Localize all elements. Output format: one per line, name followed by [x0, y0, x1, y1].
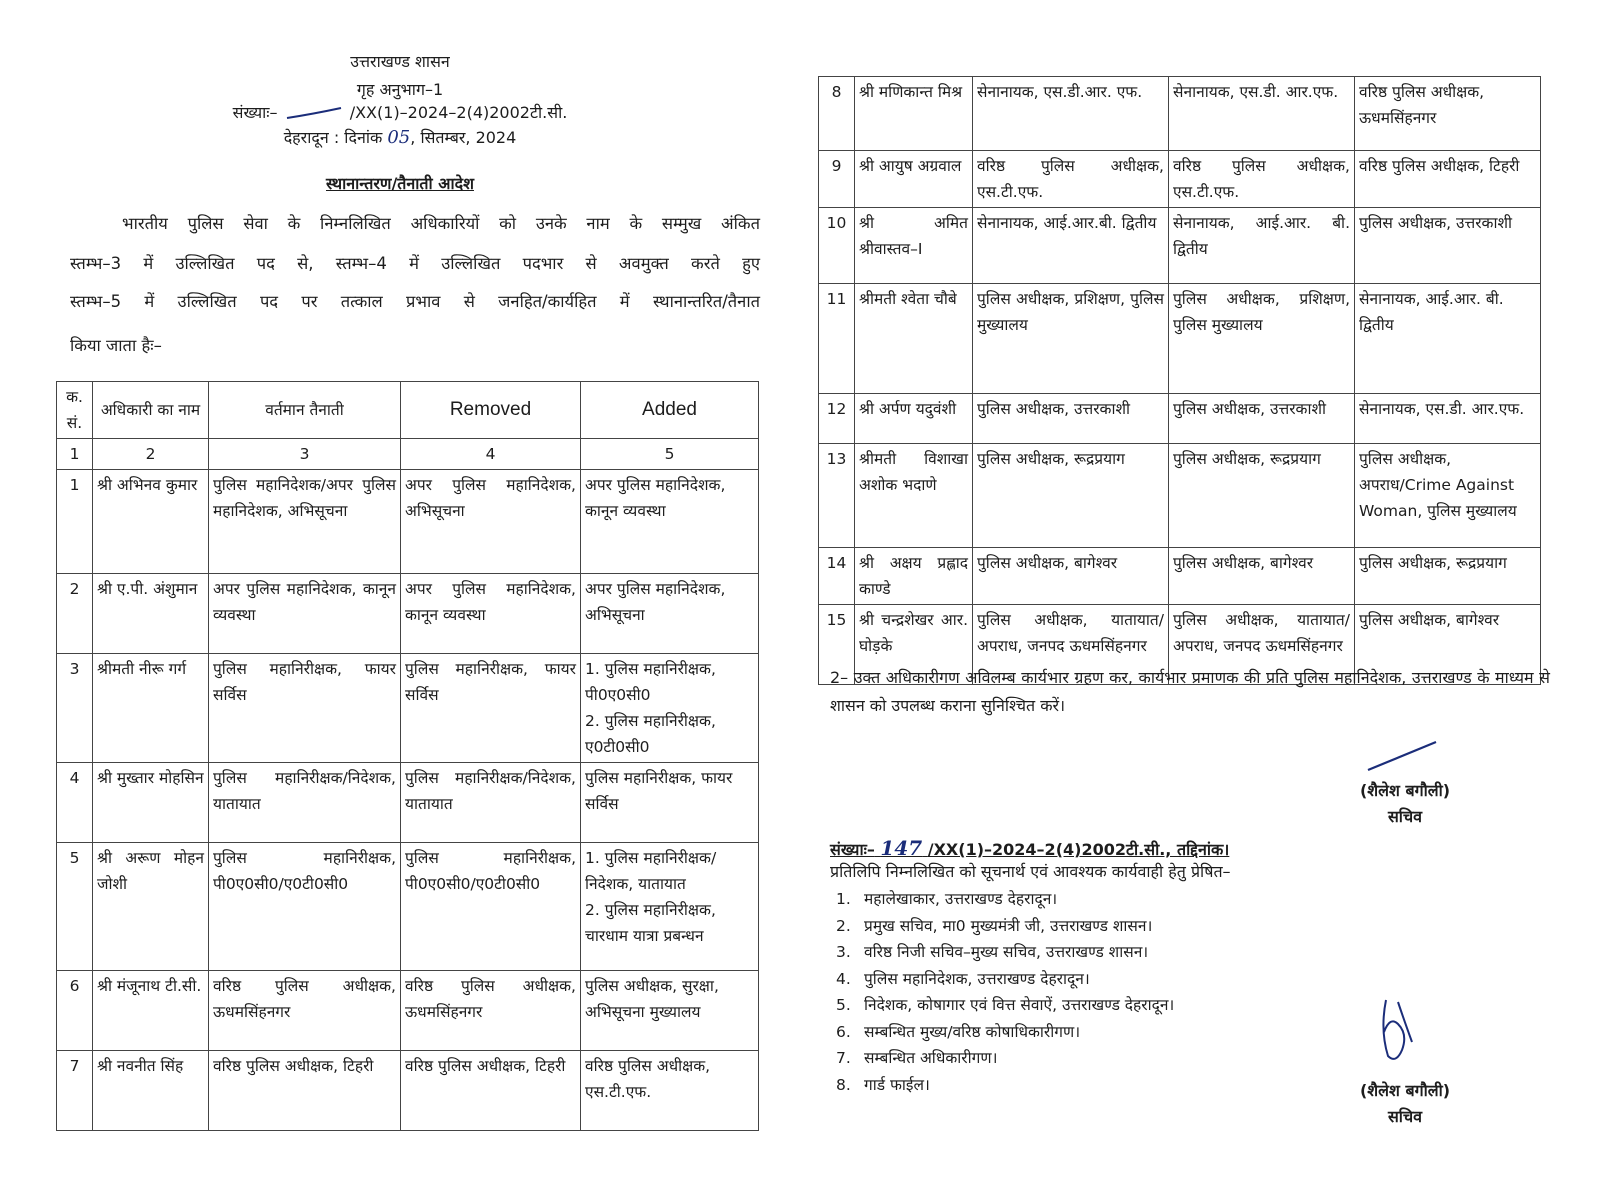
current-posting-cell: पुलिस महानिरीक्षक, पी0ए0सी0/ए0टी0सी0: [209, 843, 401, 971]
order-date-day: 05: [387, 127, 411, 148]
added-post-cell: पुलिस अधीक्षक, सुरक्षा, अभिसूचना मुख्यालय: [581, 971, 759, 1051]
signature-mark-2: [1368, 990, 1428, 1070]
list-item: [836, 939, 1174, 966]
signature-block-1: [1330, 778, 1480, 830]
added-post-cell: सेनानायक, एस.डी. आर.एफ.: [1355, 394, 1541, 444]
officer-name-cell: श्री चन्द्रशेखर आर. घोड़के: [855, 605, 973, 685]
current-posting-cell: पुलिस अधीक्षक, बागेश्वर: [973, 548, 1169, 605]
table-row: [819, 284, 1541, 394]
list-item: [836, 1019, 1174, 1046]
current-posting-cell: वरिष्ठ पुलिस अधीक्षक, ऊधमसिंहनगर: [209, 971, 401, 1051]
endorsement-number-prefix: संख्याः–: [830, 840, 875, 859]
intro-line-3: स्तम्भ–5 में उल्लिखित पद पर तत्काल प्रभाव से जनहित/कार्यहित में स्थानान्तरित/तैनात: [70, 292, 760, 311]
officer-name-cell: श्री अरूण मोहन जोशी: [93, 843, 209, 971]
recipient-number: 8.: [836, 1075, 851, 1094]
added-post-cell: 1. पुलिस महानिरीक्षक, पी0ए0सी0 2. पुलिस महानिरीक्षक, ए0टी0सी0: [581, 654, 759, 763]
current-posting-cell: पुलिस अधीक्षक, यातायात/अपराध, जनपद ऊधमसिंहनगर: [973, 605, 1169, 685]
officer-name-cell: श्री मणिकान्त मिश्र: [855, 77, 973, 151]
recipient-text: निदेशक, कोषागार एवं वित्त सेवाऐं, उत्तराखण्ड देहरादून।: [864, 996, 1175, 1014]
section-heading: गृह अनुभाग–1: [356, 80, 444, 99]
officer-name-cell: श्री अभिनव कुमार: [93, 470, 209, 574]
removed-post-cell: अपर पुलिस महानिदेशक, कानून व्यवस्था: [401, 574, 581, 654]
current-posting-cell: सेनानायक, एस.डी.आर. एफ.: [973, 77, 1169, 151]
serial-cell: 14: [819, 548, 855, 605]
recipient-text: पुलिस महानिदेशक, उत्तराखण्ड देहरादून।: [864, 969, 1090, 988]
signatory-role-2: सचिव: [1387, 1107, 1423, 1126]
endorsement-intro: प्रतिलिपि निम्नलिखित को सूचनार्थ एवं आवश्यक कार्यवाही हेतु प्रेषित–: [830, 862, 1231, 881]
header-removed: Removed: [401, 382, 581, 439]
current-posting-cell: पुलिस अधीक्षक, रूद्रप्रयाग: [973, 444, 1169, 548]
removed-post-cell: पुलिस अधीक्षक, उत्तरकाशी: [1169, 394, 1355, 444]
serial-cell: 4: [57, 763, 93, 843]
serial-cell: 7: [57, 1051, 93, 1131]
table-row: [57, 574, 759, 654]
added-post-cell: सेनानायक, आई.आर. बी. द्वितीय: [1355, 284, 1541, 394]
header-officer-name: अधिकारी का नाम: [93, 382, 209, 439]
table-row: [57, 763, 759, 843]
col-number-3: 3: [209, 439, 401, 470]
recipient-list: [836, 886, 1174, 1098]
added-post-cell: पुलिस अधीक्षक, अपराध/Crime Against Woman, पुलिस मुख्यालय: [1355, 444, 1541, 548]
recipient-number: 1.: [836, 890, 851, 908]
list-item: [836, 1045, 1174, 1072]
order-number-prefix: संख्याः–: [232, 103, 278, 122]
current-posting-cell: पुलिस अधीक्षक, प्रशिक्षण, पुलिस मुख्यालय: [973, 284, 1169, 394]
officer-name-cell: श्री ए.पी. अंशुमान: [93, 574, 209, 654]
officer-name-cell: श्रीमती नीरू गर्ग: [93, 654, 209, 763]
serial-cell: 15: [819, 605, 855, 685]
officer-name-cell: श्री अमित श्रीवास्तव–I: [855, 208, 973, 284]
recipient-text: सम्बन्धित अधिकारीगण।: [864, 1049, 998, 1067]
table-row: [57, 1051, 759, 1131]
removed-post-cell: पुलिस अधीक्षक, यातायात/अपराध, जनपद ऊधमसिंहनगर: [1169, 605, 1355, 685]
list-item: [836, 992, 1174, 1019]
header-added: Added: [581, 382, 759, 439]
order-date-prefix: देहरादून : दिनांक: [283, 128, 383, 147]
list-item: [836, 1072, 1174, 1099]
removed-post-cell: पुलिस महानिरीक्षक/निदेशक, यातायात: [401, 763, 581, 843]
recipient-number: 6.: [836, 1022, 851, 1041]
current-posting-cell: पुलिस अधीक्षक, उत्तरकाशी: [973, 394, 1169, 444]
intro-line-1: भारतीय पुलिस सेवा के निम्नलिखित अधिकारियों को उनके नाम के सम्मुख अंकित: [122, 214, 760, 233]
recipient-number: 7.: [836, 1049, 851, 1067]
header-serial: क. सं.: [57, 382, 93, 439]
removed-post-cell: पुलिस महानिरीक्षक, फायर सर्विस: [401, 654, 581, 763]
serial-cell: 9: [819, 151, 855, 208]
table-row: [57, 654, 759, 763]
removed-post-cell: सेनानायक, आई.आर. बी. द्वितीय: [1169, 208, 1355, 284]
removed-post-cell: पुलिस अधीक्षक, रूद्रप्रयाग: [1169, 444, 1355, 548]
added-post-cell: पुलिस अधीक्षक, बागेश्वर: [1355, 605, 1541, 685]
removed-post-cell: वरिष्ठ पुलिस अधीक्षक, टिहरी: [401, 1051, 581, 1131]
current-posting-cell: वरिष्ठ पुलिस अधीक्षक, एस.टी.एफ.: [973, 151, 1169, 208]
handwritten-stroke: [283, 106, 345, 122]
serial-cell: 3: [57, 654, 93, 763]
current-posting-cell: वरिष्ठ पुलिस अधीक्षक, टिहरी: [209, 1051, 401, 1131]
officer-name-cell: श्री अक्षय प्रह्लाद काण्डे: [855, 548, 973, 605]
current-posting-cell: पुलिस महानिरीक्षक/निदेशक, यातायात: [209, 763, 401, 843]
col-number-1: 1: [57, 439, 93, 470]
recipient-text: प्रमुख सचिव, मा0 मुख्यमंत्री जी, उत्तराखण्ड शासन।: [864, 916, 1153, 935]
added-post-cell: वरिष्ठ पुलिस अधीक्षक, ऊधमसिंहनगर: [1355, 77, 1541, 151]
added-post-cell: पुलिस अधीक्षक, रूद्रप्रयाग: [1355, 548, 1541, 605]
table-row: [819, 151, 1541, 208]
removed-post-cell: अपर पुलिस महानिदेशक, अभिसूचना: [401, 470, 581, 574]
added-post-cell: अपर पुलिस महानिदेशक, कानून व्यवस्था: [581, 470, 759, 574]
table-row: [57, 971, 759, 1051]
serial-cell: 13: [819, 444, 855, 548]
recipient-number: 4.: [836, 969, 851, 988]
added-post-cell: वरिष्ठ पुलिस अधीक्षक, टिहरी: [1355, 151, 1541, 208]
recipient-number: 5.: [836, 996, 851, 1014]
table-row: [819, 77, 1541, 151]
officer-name-cell: श्री अर्पण यदुवंशी: [855, 394, 973, 444]
recipient-text: वरिष्ठ निजी सचिव–मुख्य सचिव, उत्तराखण्ड शासन।: [864, 943, 1149, 961]
table-row: [57, 470, 759, 574]
current-posting-cell: सेनानायक, आई.आर.बी. द्वितीय: [973, 208, 1169, 284]
intro-line-4: किया जाता हैः–: [70, 336, 162, 355]
col-number-4: 4: [401, 439, 581, 470]
current-posting-cell: पुलिस महानिदेशक/अपर पुलिस महानिदेशक, अभिसूचना: [209, 470, 401, 574]
transfer-table-part-2: [818, 76, 1541, 685]
endorsement-number-handwritten: 147: [880, 836, 923, 860]
officer-name-cell: श्रीमती श्वेता चौबे: [855, 284, 973, 394]
removed-post-cell: सेनानायक, एस.डी. आर.एफ.: [1169, 77, 1355, 151]
header-current-posting: वर्तमान तैनाती: [209, 382, 401, 439]
signature-block-2: [1330, 1078, 1480, 1130]
added-post-cell: वरिष्ठ पुलिस अधीक्षक, एस.टी.एफ.: [581, 1051, 759, 1131]
signatory-name-2: (शैलेश बगौली): [1359, 1081, 1451, 1100]
removed-post-cell: पुलिस महानिरीक्षक, पी0ए0सी0/ए0टी0सी0: [401, 843, 581, 971]
transfer-table-part-1: [56, 381, 759, 1131]
serial-cell: 10: [819, 208, 855, 284]
officer-name-cell: श्री आयुष अग्रवाल: [855, 151, 973, 208]
intro-line-2: स्तम्भ–3 में उल्लिखित पद से, स्तम्भ–4 में उल्लिखित पदभार से अवमुक्त करते हुए: [70, 254, 760, 273]
endorsement-number-suffix: /XX(1)–2024–2(4)2002टी.सी., तद्दिनांक।: [927, 840, 1230, 859]
officer-name-cell: श्री नवनीत सिंह: [93, 1051, 209, 1131]
serial-cell: 1: [57, 470, 93, 574]
serial-cell: 5: [57, 843, 93, 971]
added-post-cell: पुलिस महानिरीक्षक, फायर सर्विस: [581, 763, 759, 843]
recipient-text: गार्ड फाईल।: [864, 1075, 930, 1094]
current-posting-cell: अपर पुलिस महानिदेशक, कानून व्यवस्था: [209, 574, 401, 654]
recipient-number: 2.: [836, 916, 851, 935]
signatory-role-1: सचिव: [1387, 807, 1423, 826]
list-item: [836, 913, 1174, 940]
signatory-name-1: (शैलेश बगौली): [1359, 781, 1451, 800]
order-title: स्थानान्तरण/तैनाती आदेश: [325, 174, 474, 193]
serial-cell: 12: [819, 394, 855, 444]
officer-name-cell: श्री मुख्तार मोहसिन: [93, 763, 209, 843]
removed-post-cell: पुलिस अधीक्षक, प्रशिक्षण, पुलिस मुख्यालय: [1169, 284, 1355, 394]
table-row: [819, 394, 1541, 444]
col-number-2: 2: [93, 439, 209, 470]
table-body-left: [57, 470, 759, 1131]
signature-mark-1: [1362, 736, 1442, 776]
serial-cell: 6: [57, 971, 93, 1051]
list-item: [836, 886, 1174, 913]
recipient-number: 3.: [836, 943, 851, 961]
col-number-5: 5: [581, 439, 759, 470]
department-heading: उत्तराखण्ड शासन: [350, 52, 450, 71]
table-row: [819, 208, 1541, 284]
order-number-suffix: /XX(1)–2024–2(4)2002टी.सी.: [349, 103, 568, 122]
recipient-text: सम्बन्धित मुख्य/वरिष्ठ कोषाधिकारीगण।: [864, 1022, 1081, 1041]
table-row: [819, 548, 1541, 605]
list-item: [836, 966, 1174, 993]
removed-post-cell: वरिष्ठ पुलिस अधीक्षक, ऊधमसिंहनगर: [401, 971, 581, 1051]
added-post-cell: 1. पुलिस महानिरीक्षक/निदेशक, यातायात 2. पुलिस महानिरीक्षक, चारधाम यात्रा प्रबन्धन: [581, 843, 759, 971]
added-post-cell: अपर पुलिस महानिदेशक, अभिसूचना: [581, 574, 759, 654]
added-post-cell: पुलिस अधीक्षक, उत्तरकाशी: [1355, 208, 1541, 284]
removed-post-cell: पुलिस अधीक्षक, बागेश्वर: [1169, 548, 1355, 605]
endorsement-number: [830, 836, 1229, 860]
order-date: देहरादून : दिनांक 05, सितम्बर, 2024: [283, 127, 517, 148]
table-body-right: [819, 77, 1541, 685]
recipient-text: महालेखाकार, उत्तराखण्ड देहरादून।: [864, 890, 1058, 908]
officer-name-cell: श्रीमती विशाखा अशोक भदाणे: [855, 444, 973, 548]
officer-name-cell: श्री मंजूनाथ टी.सी.: [93, 971, 209, 1051]
order-date-suffix: सितम्बर, 2024: [420, 128, 517, 147]
current-posting-cell: पुलिस महानिरीक्षक, फायर सर्विस: [209, 654, 401, 763]
table-row: [819, 444, 1541, 548]
order-number: [150, 101, 650, 123]
serial-cell: 8: [819, 77, 855, 151]
instruction-paragraph: 2– उक्त अधिकारीगण अविलम्ब कार्यभार ग्रहण कर, कार्यभार प्रमाणक की प्रति पुलिस महानिदेशक, उत्तराखण्ड के माध्यम से शासन को उपलब्ध कराना सुनिश्चित करें।: [830, 668, 1550, 715]
serial-cell: 11: [819, 284, 855, 394]
table-row: [57, 843, 759, 971]
removed-post-cell: वरिष्ठ पुलिस अधीक्षक, एस.टी.एफ.: [1169, 151, 1355, 208]
serial-cell: 2: [57, 574, 93, 654]
